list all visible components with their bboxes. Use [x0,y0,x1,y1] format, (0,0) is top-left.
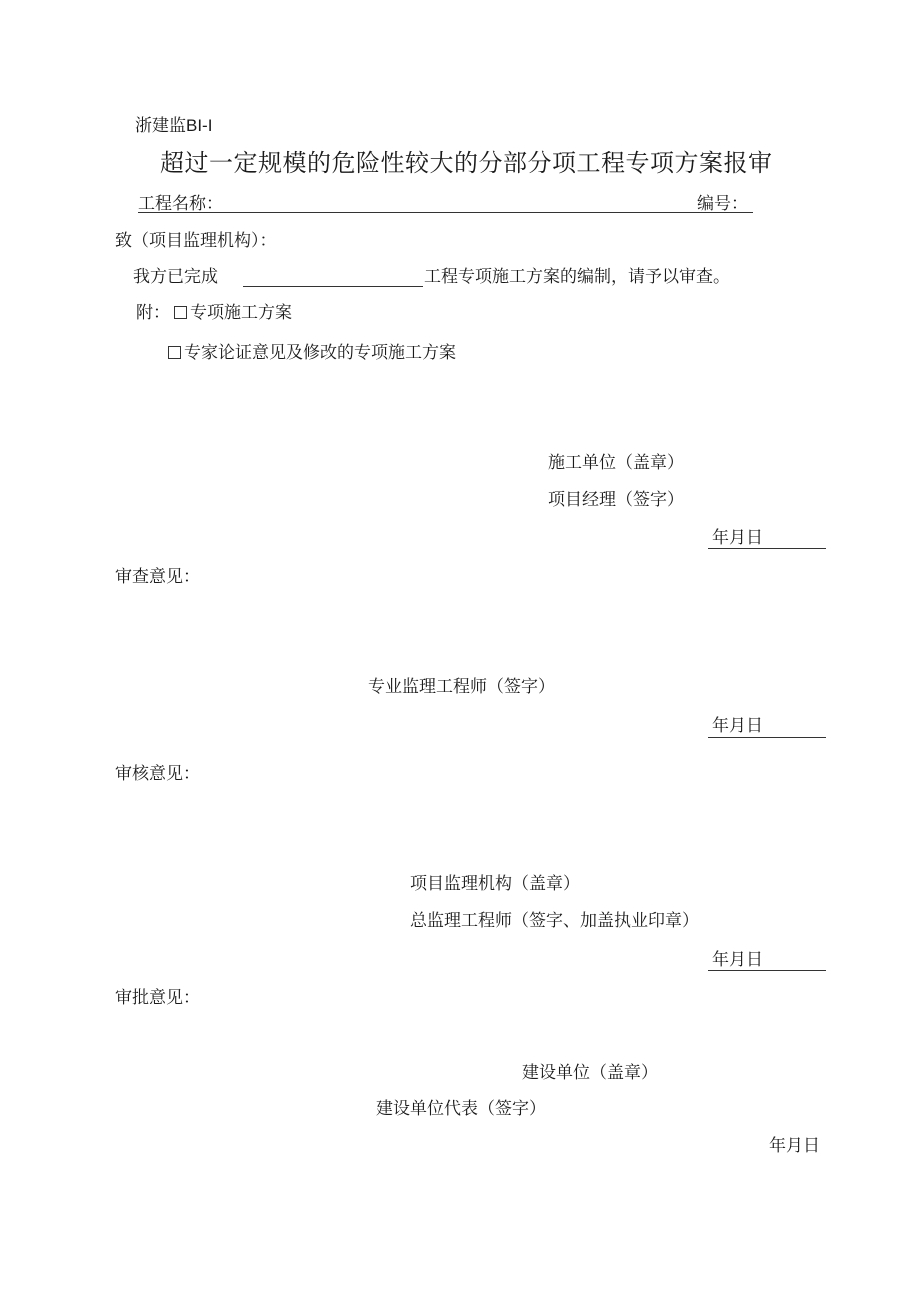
contractor-unit-label: 施工单位（盖章） [548,453,684,473]
checkbox-icon[interactable] [174,306,187,319]
supervision-agency-label: 项目监理机构（盖章） [410,874,580,894]
review-opinion-label: 审查意见： [115,567,200,587]
form-code: 浙建监BI-I [135,116,213,135]
project-manager-label: 项目经理（签字） [548,490,684,510]
serial-no-label: 编号： [697,194,748,214]
approval-opinion-label: 审批意见： [115,988,200,1008]
audit-date-label: 年月日 [712,950,763,970]
project-name-label: 工程名称： [138,194,223,214]
page-title: 超过一定规模的危险性较大的分部分项工程专项方案报审 [160,149,773,177]
specialist-engineer-label: 专业监理工程师（签字） [368,677,555,697]
attachments-label: 附： [136,303,170,323]
attachment-label: 专家论证意见及修改的专项施工方案 [184,343,456,363]
project-name-field[interactable] [138,212,753,213]
approval-date-label: 年月日 [769,1136,820,1156]
checkbox-icon[interactable] [168,346,181,359]
owner-representative-label: 建设单位代表（签字） [376,1099,546,1119]
completed-suffix: 工程专项施工方案的编制，请予以审查。 [424,267,730,287]
addressee-label: 致（项目监理机构）： [115,231,277,251]
completed-prefix: 我方已完成 [133,267,218,287]
attachment-label: 专项施工方案 [190,303,292,323]
contractor-date-label: 年月日 [712,528,763,548]
contractor-date-field[interactable] [708,548,826,549]
attachment-item [172,303,292,323]
owner-unit-label: 建设单位（盖章） [522,1063,658,1083]
audit-date-field[interactable] [708,970,826,971]
project-blank-field[interactable] [243,286,423,287]
attachment-item [166,343,456,363]
chief-engineer-label: 总监理工程师（签字、加盖执业印章） [410,911,699,931]
review-date-field[interactable] [708,737,826,738]
audit-opinion-label: 审核意见： [115,764,200,784]
review-date-label: 年月日 [712,716,763,736]
